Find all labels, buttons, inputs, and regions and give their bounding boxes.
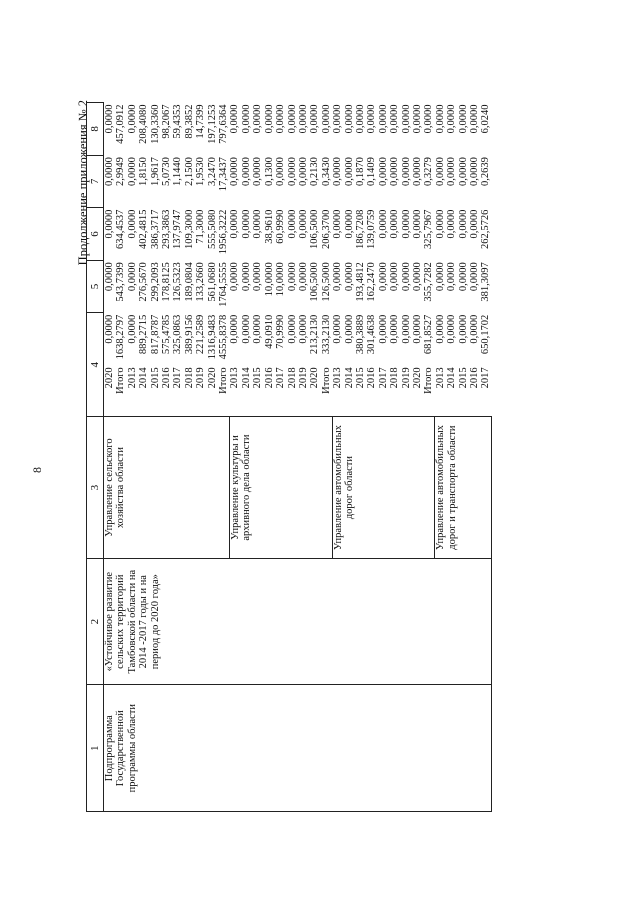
amount-cell: 0,0000 xyxy=(400,104,412,134)
amount-cell: 0,0000 xyxy=(389,262,401,292)
year-cell: 2014 xyxy=(240,367,252,389)
amount-cell: 0,0000 xyxy=(240,104,252,134)
year-cell: 2018 xyxy=(183,367,195,389)
amount-cell: 0,0000 xyxy=(104,104,115,134)
year-cell: 2015 xyxy=(252,367,264,389)
amount-cell: 0,0000 xyxy=(389,209,401,239)
header-col-2: 2 xyxy=(87,558,104,685)
amount-cell: 0,0000 xyxy=(252,262,264,292)
amount-cell: 0,0000 xyxy=(286,104,298,134)
amount-cell: 0,0000 xyxy=(343,157,355,186)
appendix-label: Продолжение приложения № 2 xyxy=(76,100,90,266)
year-cell: 2017 xyxy=(480,367,492,389)
amount-cell: 189,0804 xyxy=(183,262,195,302)
amount-cell: 0,0000 xyxy=(263,104,275,134)
amount-cell: 0,0000 xyxy=(332,157,344,186)
amount-cell: 0,0000 xyxy=(126,314,138,344)
amount-cell: 60,9990 xyxy=(275,209,287,244)
amount-cell: 0,0000 xyxy=(297,314,309,344)
amount-cell: 0,0000 xyxy=(434,157,446,186)
amount-cell: 634,4537 xyxy=(115,209,127,250)
amount-cell: 276,5670 xyxy=(138,262,150,302)
year-cell: 2016 xyxy=(161,367,173,389)
amount-cell: 0,0000 xyxy=(366,104,378,134)
amount-cell: 0,0000 xyxy=(297,104,309,134)
amount-cell: 0,0000 xyxy=(297,209,309,239)
year-cell: 2014 xyxy=(138,367,150,389)
amount-cell: 561,0680 xyxy=(206,262,218,302)
amount-cell: 380,3889 xyxy=(354,314,366,355)
amount-cell: 555,5080 xyxy=(206,209,218,250)
amount-cell: 293,3863 xyxy=(161,209,173,250)
year-cell: 2015 xyxy=(457,367,469,389)
amount-cell: 0,0000 xyxy=(332,104,344,134)
executor-name: Управление культуры и архивного дела области xyxy=(229,417,332,559)
amount-cell: 0,0000 xyxy=(252,157,264,186)
amount-cell: 650,1702 xyxy=(480,314,492,355)
year-cell: 2013 xyxy=(126,367,138,389)
amount-cell: 0,0000 xyxy=(286,209,298,239)
amount-cell: 889,2715 xyxy=(138,314,150,355)
year-cell: 2019 xyxy=(195,367,207,389)
table-body xyxy=(104,103,492,812)
amount-cell: 0,0000 xyxy=(469,104,480,134)
amount-cell: 197,1253 xyxy=(206,104,218,144)
amount-cell: 38,9610 xyxy=(263,209,275,244)
table-header xyxy=(87,103,104,812)
year-cell: Итого xyxy=(320,367,332,394)
amount-cell: 106,5000 xyxy=(309,262,321,302)
amount-cell: 186,7208 xyxy=(354,209,366,250)
amount-cell: 0,0000 xyxy=(411,314,423,344)
executor-name: Управление сельского хозяйства области xyxy=(104,417,230,559)
year-cell: 2019 xyxy=(297,367,309,389)
amount-cell: 0,0000 xyxy=(297,262,309,292)
amount-cell: 5,0730 xyxy=(161,157,173,186)
amount-cell: 0,0000 xyxy=(126,104,138,134)
amount-cell: 0,0000 xyxy=(332,209,344,239)
amount-cell: 299,2093 xyxy=(149,262,161,302)
year-cell: 2017 xyxy=(172,367,184,389)
amount-cell: 70,9990 xyxy=(275,314,287,349)
amount-cell: 0,0000 xyxy=(343,209,355,239)
amount-cell: 14,7399 xyxy=(195,104,207,139)
amount-cell: 817,8787 xyxy=(149,314,161,355)
year-cell: 2020 xyxy=(411,367,423,389)
amount-cell: 457,0912 xyxy=(115,104,127,144)
amount-cell: 1,9617 xyxy=(149,157,161,186)
amount-cell: 0,0000 xyxy=(457,262,469,292)
amount-cell: 0,0000 xyxy=(411,209,423,239)
year-cell: 2013 xyxy=(229,367,241,389)
subprogram-title: «Устойчивое развитие сельских территорий Тамбовской области на 2014 -2017 годы и на период до 2020 года» xyxy=(104,558,492,685)
amount-cell: 221,2589 xyxy=(195,314,207,355)
program-title: Подпрограмма Государственной программы области xyxy=(104,685,492,812)
amount-cell: 178,8125 xyxy=(161,262,173,302)
amount-cell: 1,1440 xyxy=(172,157,184,186)
amount-cell: 0,0000 xyxy=(229,314,241,344)
amount-cell: 0,0000 xyxy=(126,262,138,292)
amount-cell: 0,0000 xyxy=(434,314,446,344)
year-cell: Итого xyxy=(218,367,230,394)
year-cell: 2018 xyxy=(389,367,401,389)
amount-cell: 0,0000 xyxy=(377,314,389,344)
amount-cell: 355,7282 xyxy=(423,262,435,302)
header-col-8: 8 xyxy=(87,103,104,156)
amount-cell: 0,0000 xyxy=(297,157,309,186)
amount-cell: 0,0000 xyxy=(411,262,423,292)
amount-cell: 0,0000 xyxy=(446,209,458,239)
amount-cell: 0,0000 xyxy=(332,314,344,344)
amount-cell: 133,2660 xyxy=(195,262,207,302)
amount-cell: 106,5000 xyxy=(309,209,321,250)
amount-cell: 1316,9483 xyxy=(206,314,218,360)
header-col-5: 5 xyxy=(87,260,104,313)
amount-cell: 0,0000 xyxy=(240,157,252,186)
amount-cell: 0,0000 xyxy=(320,104,332,134)
header-col-3: 3 xyxy=(87,417,104,559)
amount-cell: 0,0000 xyxy=(400,262,412,292)
amount-cell: 0,0000 xyxy=(286,262,298,292)
budget-table xyxy=(86,102,492,812)
amount-cell: 0,0000 xyxy=(434,209,446,239)
amount-cell: 17,3437 xyxy=(218,157,230,192)
amount-cell: 0,0000 xyxy=(446,104,458,134)
amount-cell: 0,0000 xyxy=(469,157,480,186)
amount-cell: 681,8527 xyxy=(423,314,435,355)
amount-cell: 1956,3222 xyxy=(218,209,230,255)
amount-cell: 0,0000 xyxy=(457,209,469,239)
amount-cell: 2,1500 xyxy=(183,157,195,186)
amount-cell: 325,7967 xyxy=(423,209,435,250)
amount-cell: 0,0000 xyxy=(469,262,480,292)
amount-cell: 0,0000 xyxy=(252,104,264,134)
year-cell: 2013 xyxy=(434,367,446,389)
amount-cell: 0,0000 xyxy=(104,314,115,344)
amount-cell: 0,0000 xyxy=(377,104,389,134)
amount-cell: 0,0000 xyxy=(332,262,344,292)
amount-cell: 208,4080 xyxy=(138,104,150,144)
header-col-7: 7 xyxy=(87,155,104,208)
year-cell: 2018 xyxy=(286,367,298,389)
amount-cell: 0,0000 xyxy=(229,104,241,134)
executor-name: Управление автомобильных дорог области xyxy=(332,417,435,559)
amount-cell: 325,0863 xyxy=(172,314,184,355)
amount-cell: 0,1300 xyxy=(263,157,275,186)
amount-cell: 6,0240 xyxy=(480,104,492,134)
amount-cell: 0,0000 xyxy=(457,104,469,134)
amount-cell: 0,0000 xyxy=(469,209,480,239)
year-cell: 2013 xyxy=(332,367,344,389)
amount-cell: 59,4353 xyxy=(172,104,184,139)
year-cell: 2016 xyxy=(263,367,275,389)
amount-cell: 0,0000 xyxy=(275,104,287,134)
table-row xyxy=(104,103,116,812)
amount-cell: 0,0000 xyxy=(240,314,252,344)
amount-cell: 0,0000 xyxy=(354,104,366,134)
amount-cell: 206,3700 xyxy=(320,209,332,250)
amount-cell: 0,0000 xyxy=(377,157,389,186)
year-cell: Итого xyxy=(115,367,127,394)
amount-cell: 0,0000 xyxy=(252,209,264,239)
amount-cell: 1,8150 xyxy=(138,157,150,186)
amount-cell: 262,5726 xyxy=(480,209,492,250)
amount-cell: 0,2130 xyxy=(309,157,321,186)
year-cell: 2015 xyxy=(149,367,161,389)
amount-cell: 386,3717 xyxy=(149,209,161,250)
amount-cell: 0,0000 xyxy=(343,314,355,344)
amount-cell: 137,9747 xyxy=(172,209,184,250)
amount-cell: 333,2130 xyxy=(320,314,332,355)
amount-cell: 0,0000 xyxy=(126,209,138,239)
amount-cell: 126,5000 xyxy=(320,262,332,302)
amount-cell: 0,0000 xyxy=(446,157,458,186)
amount-cell: 0,0000 xyxy=(446,262,458,292)
amount-cell: 0,0000 xyxy=(343,104,355,134)
amount-cell: 10,0000 xyxy=(275,262,287,297)
amount-cell: 1764,5555 xyxy=(218,262,230,307)
header-col-4: 4 xyxy=(87,313,104,417)
amount-cell: 0,2639 xyxy=(480,157,492,186)
amount-cell: 0,0000 xyxy=(389,104,401,134)
amount-cell: 0,0000 xyxy=(309,104,321,134)
page-number: 8 xyxy=(30,467,44,473)
amount-cell: 0,0000 xyxy=(469,314,480,344)
amount-cell: 49,0910 xyxy=(263,314,275,349)
amount-cell: 4555,8378 xyxy=(218,314,230,360)
amount-cell: 10,0000 xyxy=(263,262,275,297)
amount-cell: 0,0000 xyxy=(229,157,241,186)
amount-cell: 575,4785 xyxy=(161,314,173,355)
amount-cell: 0,1870 xyxy=(354,157,366,186)
amount-cell: 0,3279 xyxy=(423,157,435,186)
amount-cell: 1,9530 xyxy=(195,157,207,186)
amount-cell: 0,0000 xyxy=(240,262,252,292)
amount-cell: 0,0000 xyxy=(400,314,412,344)
year-cell: 2014 xyxy=(343,367,355,389)
amount-cell: 89,3852 xyxy=(183,104,195,139)
year-cell: 2019 xyxy=(400,367,412,389)
year-cell: 2017 xyxy=(377,367,389,389)
year-cell: 2015 xyxy=(354,367,366,389)
amount-cell: 126,5323 xyxy=(172,262,184,302)
amount-cell: 389,9156 xyxy=(183,314,195,355)
amount-cell: 0,0000 xyxy=(229,209,241,239)
year-cell: 2020 xyxy=(104,367,115,389)
year-cell: 2017 xyxy=(275,367,287,389)
amount-cell: 0,0000 xyxy=(423,104,435,134)
header-col-6: 6 xyxy=(87,208,104,261)
amount-cell: 0,0000 xyxy=(252,314,264,344)
year-cell: Итого xyxy=(423,367,435,394)
amount-cell: 0,0000 xyxy=(286,314,298,344)
amount-cell: 0,0000 xyxy=(434,262,446,292)
amount-cell: 0,0000 xyxy=(457,314,469,344)
amount-cell: 130,3360 xyxy=(149,104,161,144)
amount-cell: 213,2130 xyxy=(309,314,321,355)
amount-cell: 139,0759 xyxy=(366,209,378,250)
amount-cell: 0,0000 xyxy=(457,157,469,186)
amount-cell: 2,9949 xyxy=(115,157,127,186)
year-cell: 2020 xyxy=(206,367,218,389)
amount-cell: 0,0000 xyxy=(126,157,138,186)
amount-cell: 1638,2797 xyxy=(115,314,127,360)
amount-cell: 0,0000 xyxy=(377,209,389,239)
amount-cell: 0,0000 xyxy=(400,157,412,186)
amount-cell: 193,4812 xyxy=(354,262,366,302)
amount-cell: 402,4815 xyxy=(138,209,150,250)
amount-cell: 0,0000 xyxy=(411,104,423,134)
amount-cell: 0,0000 xyxy=(343,262,355,292)
amount-cell: 797,6364 xyxy=(218,104,230,144)
amount-cell: 0,3430 xyxy=(320,157,332,186)
year-cell: 2020 xyxy=(309,367,321,389)
amount-cell: 0,0000 xyxy=(104,209,115,239)
amount-cell: 0,0000 xyxy=(240,209,252,239)
amount-cell: 98,2067 xyxy=(161,104,173,139)
year-cell: 2016 xyxy=(469,367,480,389)
amount-cell: 0,0000 xyxy=(434,104,446,134)
amount-cell: 0,0000 xyxy=(104,262,115,292)
amount-cell: 162,2470 xyxy=(366,262,378,302)
amount-cell: 0,1409 xyxy=(366,157,378,186)
amount-cell: 381,3097 xyxy=(480,262,492,302)
amount-cell: 3,2470 xyxy=(206,157,218,186)
amount-cell: 0,0000 xyxy=(389,157,401,186)
amount-cell: 543,7399 xyxy=(115,262,127,302)
amount-cell: 301,4638 xyxy=(366,314,378,355)
amount-cell: 0,0000 xyxy=(104,157,115,186)
amount-cell: 0,0000 xyxy=(229,262,241,292)
amount-cell: 71,3000 xyxy=(195,209,207,244)
amount-cell: 0,0000 xyxy=(400,209,412,239)
amount-cell: 0,0000 xyxy=(377,262,389,292)
amount-cell: 0,0000 xyxy=(389,314,401,344)
amount-cell: 109,3000 xyxy=(183,209,195,250)
year-cell: 2014 xyxy=(446,367,458,389)
amount-cell: 0,0000 xyxy=(446,314,458,344)
amount-cell: 0,0000 xyxy=(286,157,298,186)
amount-cell: 0,0000 xyxy=(411,157,423,186)
amount-cell: 0,0000 xyxy=(275,157,287,186)
year-cell: 2016 xyxy=(366,367,378,389)
header-col-1: 1 xyxy=(87,685,104,812)
executor-name: Управление автомобильных дорог и транспорта области xyxy=(435,417,492,559)
